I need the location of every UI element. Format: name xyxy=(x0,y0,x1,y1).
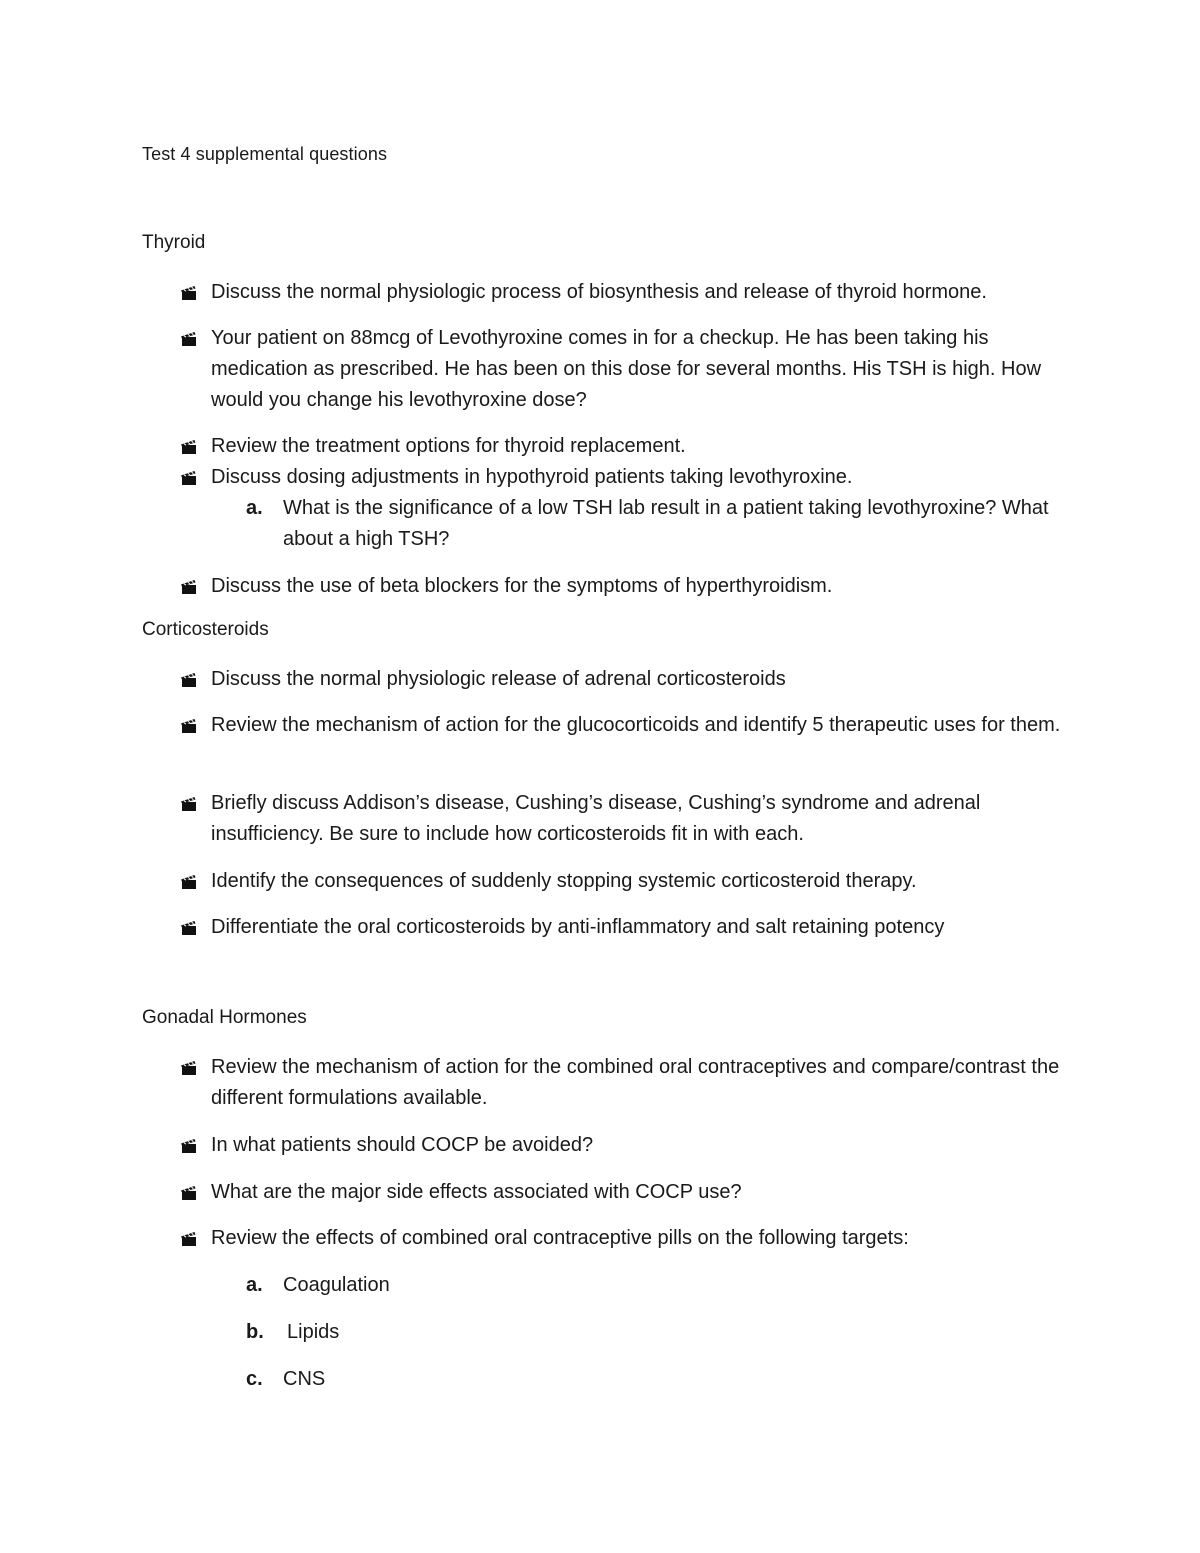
list-item-text: Discuss the use of beta blockers for the symptoms of hyperthyroidism. xyxy=(211,575,833,597)
clapperboard-icon xyxy=(180,718,198,734)
sub-list-letter: a. xyxy=(246,497,263,519)
list-item-text: Discuss dosing adjustments in hypothyroid patients taking levothyroxine. xyxy=(211,466,853,488)
list-item-text: Review the treatment options for thyroid replacement. xyxy=(211,435,686,457)
clapperboard-icon xyxy=(180,1231,198,1247)
clapperboard-icon xyxy=(180,874,198,890)
sub-list-letter: a. xyxy=(246,1274,263,1296)
sub-list-text: Lipids xyxy=(287,1321,340,1343)
sub-list-letter: c. xyxy=(246,1368,263,1390)
list-item-text: Identify the consequences of suddenly stopping systemic corticosteroid therapy. xyxy=(211,870,917,892)
list-item-text: Your patient on 88mcg of Levothyroxine comes in for a checkup. He has been taking his medication as prescribed. He has been on this dose for several months. His TSH is high. How would you change his levothyroxine dose? xyxy=(211,327,1042,411)
list-item-text: Differentiate the oral corticosteroids by anti-inflammatory and salt retaining potency xyxy=(211,916,945,938)
sub-list-text: What is the significance of a low TSH lab result in a patient taking levothyroxine? What about a high TSH? xyxy=(283,497,1049,550)
clapperboard-icon xyxy=(180,470,198,486)
clapperboard-icon xyxy=(180,1185,198,1201)
list-item-text: Review the mechanism of action for the glucocorticoids and identify 5 therapeutic uses for them. xyxy=(211,714,1061,736)
list-item-text: What are the major side effects associated with COCP use? xyxy=(211,1181,742,1203)
clapperboard-icon xyxy=(180,672,198,688)
clapperboard-icon xyxy=(180,1060,198,1076)
section-heading-thyroid: Thyroid xyxy=(142,232,206,253)
list-item-text: Discuss the normal physiologic process of biosynthesis and release of thyroid hormone. xyxy=(211,281,987,303)
list-item-text: Review the mechanism of action for the combined oral contraceptives and compare/contrast the different formulations available. xyxy=(211,1056,1060,1109)
clapperboard-icon xyxy=(180,1138,198,1154)
list-item-text: Discuss the normal physiologic release of adrenal corticosteroids xyxy=(211,668,786,690)
clapperboard-icon xyxy=(180,331,198,347)
clapperboard-icon xyxy=(180,796,198,812)
sub-list-letter: b. xyxy=(246,1321,264,1343)
section-heading-gonadal-hormones: Gonadal Hormones xyxy=(142,1007,307,1028)
clapperboard-icon xyxy=(180,439,198,455)
list-item-text: Review the effects of combined oral contraceptive pills on the following targets: xyxy=(211,1227,909,1249)
sub-list-text: CNS xyxy=(283,1368,326,1390)
list-item-text: In what patients should COCP be avoided? xyxy=(211,1134,594,1156)
document-title: Test 4 supplemental questions xyxy=(142,144,388,164)
clapperboard-icon xyxy=(180,579,198,595)
section-heading-corticosteroids: Corticosteroids xyxy=(142,619,269,640)
list-item-text: Briefly discuss Addison’s disease, Cushing’s disease, Cushing’s syndrome and adrenal insufficiency. Be sure to include how corticosteroids fit in with each. xyxy=(211,792,981,845)
clapperboard-icon xyxy=(180,920,198,936)
sub-list-text: Coagulation xyxy=(283,1274,390,1296)
clapperboard-icon xyxy=(180,285,198,301)
